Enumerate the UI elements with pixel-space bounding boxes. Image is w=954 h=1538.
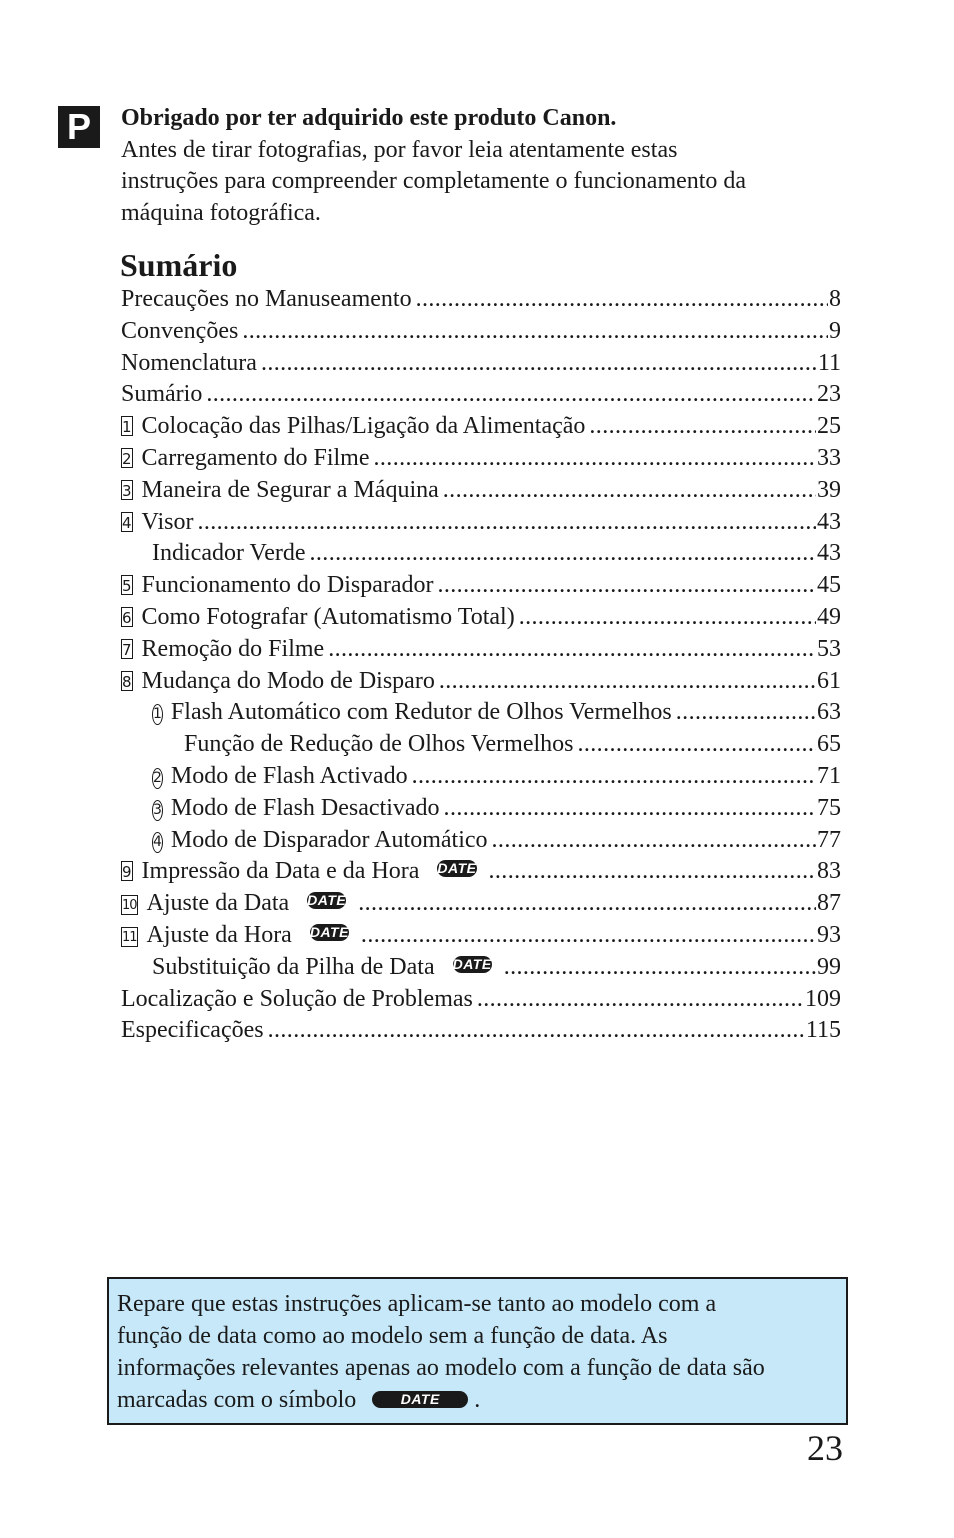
toc-entry[interactable] bbox=[121, 475, 841, 507]
toc-entry[interactable] bbox=[121, 379, 841, 411]
toc-entry[interactable] bbox=[121, 952, 841, 984]
toc-entry[interactable] bbox=[121, 761, 841, 793]
toc-entry-page: 33 bbox=[817, 444, 841, 471]
toc-entry-label: Ajuste da Data bbox=[146, 890, 290, 917]
leader-dots bbox=[437, 570, 816, 602]
toc-entry-label: Mudança do Modo de Disparo bbox=[141, 667, 435, 694]
toc-entry-page: 8 bbox=[829, 286, 841, 312]
chapter-number-box: 2 bbox=[122, 449, 132, 468]
toc-entry-label: Funcionamento do Disparador bbox=[141, 572, 434, 599]
toc-entry-page: 9 bbox=[829, 317, 841, 344]
circled-number: 4 bbox=[152, 832, 163, 853]
toc-entry-label: Impressão da Data e da Hora bbox=[141, 858, 420, 885]
leader-dots bbox=[519, 602, 816, 634]
leader-dots bbox=[489, 856, 817, 888]
toc-entry-label: Precauções no Manuseamento bbox=[121, 286, 412, 312]
toc-entry[interactable] bbox=[121, 888, 841, 920]
chapter-number-box: 6 bbox=[122, 608, 132, 627]
circled-number: 1 bbox=[152, 704, 163, 725]
circled-number: 2 bbox=[152, 768, 163, 789]
toc-entry-label: Remoção do Filme bbox=[141, 635, 325, 662]
toc-entry[interactable] bbox=[121, 634, 841, 666]
leader-dots bbox=[197, 507, 816, 539]
toc-entry-page: 83 bbox=[817, 858, 841, 885]
date-badge-icon: DATE bbox=[452, 955, 492, 972]
toc-entry-label: Ajuste da Hora bbox=[146, 921, 292, 948]
toc-entry[interactable] bbox=[121, 411, 841, 443]
note-line bbox=[117, 1384, 838, 1416]
leader-dots bbox=[361, 920, 816, 952]
note-line: função de data como ao modelo sem a função de data. As bbox=[117, 1323, 668, 1349]
date-badge-icon: DATE bbox=[437, 860, 477, 877]
toc-entry-page: 49 bbox=[817, 603, 841, 630]
date-badge-icon: DATE bbox=[372, 1391, 468, 1408]
toc-entry[interactable] bbox=[121, 825, 841, 857]
toc-entry-label: Nomenclatura bbox=[121, 349, 257, 376]
toc-entry-page: 93 bbox=[817, 921, 841, 948]
toc-entry-label: Modo de Flash Desactivado bbox=[170, 794, 440, 821]
toc-entry-page: 53 bbox=[817, 635, 841, 662]
chapter-number-box: 5 bbox=[122, 577, 132, 596]
note-line: informações relevantes apenas ao modelo com a função de data são bbox=[117, 1355, 765, 1381]
leader-dots bbox=[477, 984, 804, 1016]
toc-entry-page: 71 bbox=[817, 762, 841, 789]
note-end-punctuation: . bbox=[474, 1387, 481, 1413]
toc-entry-page: 39 bbox=[817, 476, 841, 503]
table-of-contents bbox=[121, 284, 841, 1047]
chapter-number-box: 9 bbox=[122, 863, 132, 882]
leader-dots bbox=[577, 729, 816, 761]
toc-entry-label: Sumário bbox=[121, 381, 203, 408]
intro-paragraph bbox=[121, 103, 841, 229]
toc-entry-page: 87 bbox=[817, 890, 841, 917]
toc-entry[interactable] bbox=[121, 602, 841, 634]
chapter-number-box: 1 bbox=[122, 418, 132, 437]
chapter-number-box: 10 bbox=[121, 895, 138, 915]
note-box bbox=[107, 1277, 848, 1425]
toc-entry-page: 45 bbox=[817, 572, 841, 599]
toc-entry-page: 109 bbox=[805, 985, 841, 1012]
leader-dots bbox=[439, 666, 816, 698]
leader-dots bbox=[444, 793, 816, 825]
toc-entry-page: 23 bbox=[817, 381, 841, 408]
toc-entry-label: Substituição da Pilha de Data bbox=[152, 953, 435, 980]
toc-entry[interactable] bbox=[121, 920, 841, 952]
leader-dots bbox=[676, 697, 816, 729]
leader-dots bbox=[374, 443, 817, 475]
leader-dots bbox=[242, 316, 828, 348]
chapter-number-box: 11 bbox=[121, 927, 138, 947]
leader-dots bbox=[412, 761, 816, 793]
intro-line: instruções para compreender completamente o funcionamento da bbox=[121, 168, 747, 194]
toc-entry-page: 99 bbox=[817, 953, 841, 980]
leader-dots bbox=[589, 411, 816, 443]
toc-entry[interactable] bbox=[121, 697, 841, 729]
chapter-number-box: 3 bbox=[122, 481, 132, 500]
leader-dots bbox=[268, 1015, 805, 1047]
toc-entry-label: Maneira de Segurar a Máquina bbox=[141, 476, 439, 503]
leader-dots bbox=[504, 952, 816, 984]
date-badge-icon: DATE bbox=[309, 923, 349, 940]
toc-entry[interactable] bbox=[121, 666, 841, 698]
toc-entry-page: 115 bbox=[805, 1017, 841, 1044]
toc-entry-page: 43 bbox=[817, 508, 841, 535]
toc-entry[interactable] bbox=[121, 538, 841, 570]
circled-number: 3 bbox=[152, 800, 163, 821]
toc-entry[interactable] bbox=[121, 316, 841, 348]
leader-dots bbox=[358, 888, 816, 920]
toc-entry[interactable] bbox=[121, 570, 841, 602]
toc-entry-label: Modo de Flash Activado bbox=[170, 762, 408, 789]
intro-line: Antes de tirar fotografias, por favor leia atentamente estas bbox=[121, 136, 678, 163]
note-line-text: marcadas com o símbolo bbox=[117, 1387, 357, 1413]
toc-entry-page: 77 bbox=[817, 826, 841, 853]
toc-entry-label: Função de Redução de Olhos Vermelhos bbox=[184, 731, 574, 758]
toc-entry[interactable] bbox=[121, 793, 841, 825]
toc-entry[interactable] bbox=[121, 348, 841, 380]
leader-dots bbox=[206, 379, 816, 411]
toc-entry[interactable] bbox=[121, 856, 841, 888]
toc-entry-page: 11 bbox=[817, 349, 841, 376]
leader-dots bbox=[328, 634, 816, 666]
language-badge: P bbox=[58, 106, 100, 148]
toc-entry-label: Localização e Solução de Problemas bbox=[121, 985, 473, 1012]
note-line: Repare que estas instruções aplicam-se tanto ao modelo com a bbox=[117, 1291, 717, 1317]
toc-entry-page: 63 bbox=[817, 699, 841, 726]
toc-entry-label: Colocação das Pilhas/Ligação da Alimentação bbox=[141, 413, 586, 440]
toc-entry[interactable] bbox=[121, 443, 841, 475]
date-badge-icon: DATE bbox=[307, 892, 347, 909]
chapter-number-box: 7 bbox=[122, 640, 132, 659]
toc-entry-page: 65 bbox=[817, 731, 841, 758]
leader-dots bbox=[261, 348, 817, 380]
toc-entry-label: Modo de Disparador Automático bbox=[170, 826, 488, 853]
toc-entry-label: Como Fotografar (Automatismo Total) bbox=[141, 603, 515, 630]
toc-entry-label: Especificações bbox=[121, 1017, 264, 1044]
toc-entry-page: 61 bbox=[817, 667, 841, 694]
leader-dots bbox=[310, 538, 817, 570]
intro-heading: Obrigado por ter adquirido este produto Canon. bbox=[121, 105, 617, 131]
leader-dots bbox=[416, 284, 828, 316]
leader-dots bbox=[492, 825, 816, 857]
toc-entry[interactable] bbox=[121, 284, 841, 316]
toc-entry[interactable] bbox=[121, 1015, 841, 1047]
chapter-number-box: 4 bbox=[122, 513, 132, 532]
chapter-number-box: 8 bbox=[122, 672, 132, 691]
toc-entry[interactable] bbox=[121, 729, 841, 761]
intro-line: máquina fotográfica. bbox=[121, 199, 321, 226]
toc-entry-label: Flash Automático com Redutor de Olhos Vermelhos bbox=[170, 699, 672, 726]
toc-entry-page: 43 bbox=[817, 540, 841, 567]
toc-entry[interactable] bbox=[121, 507, 841, 539]
toc-title: Sumário bbox=[120, 247, 238, 283]
leader-dots bbox=[443, 475, 816, 507]
toc-entry-label: Indicador Verde bbox=[152, 540, 306, 567]
toc-entry-label: Convenções bbox=[121, 317, 239, 344]
toc-entry-label: Carregamento do Filme bbox=[141, 444, 370, 471]
toc-entry-label: Visor bbox=[141, 508, 194, 535]
page-number: 23 bbox=[807, 1428, 843, 1468]
toc-entry-page: 75 bbox=[817, 794, 841, 821]
toc-entry-page: 25 bbox=[817, 413, 841, 440]
toc-entry[interactable] bbox=[121, 984, 841, 1016]
